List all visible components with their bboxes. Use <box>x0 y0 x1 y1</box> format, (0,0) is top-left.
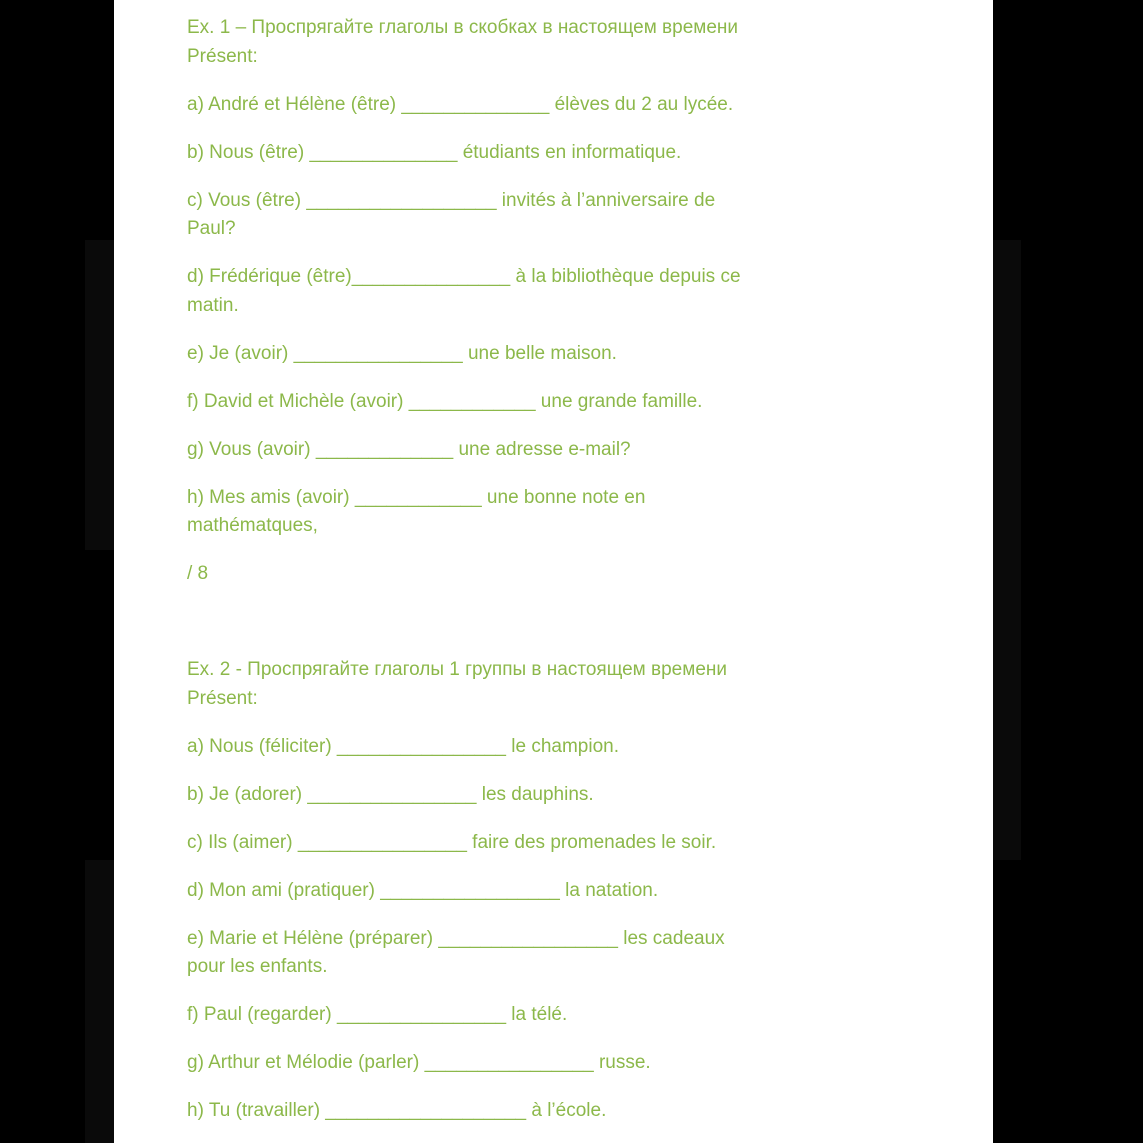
exercise-1-score: / 8 <box>187 563 209 584</box>
exercise-1-item-h: h) Mes amis (avoir) ____________ une bonne note en <box>187 486 646 508</box>
exercise-1-item-e: e) Je (avoir) ________________ une belle maison. <box>187 342 617 364</box>
exercise-2-item-e: e) Marie et Hélène (préparer) _________________ les cadeaux <box>187 927 725 949</box>
exercise-1-subtitle: Présent: <box>187 45 258 67</box>
background-right-block <box>993 240 1021 860</box>
exercise-2-item-d: d) Mon ami (pratiquer) _________________ la natation. <box>187 879 659 901</box>
exercise-2-item-h: h) Tu (travailler) ___________________ à l’école. <box>187 1100 607 1121</box>
background-left-lower-block <box>85 860 115 1143</box>
exercise-2-item-c: c) Ils (aimer) ________________ faire des promenades le soir. <box>187 831 717 853</box>
background-left-block <box>85 240 115 550</box>
worksheet-page <box>114 0 993 1143</box>
exercise-1-item-d-cont: matin. <box>187 294 239 316</box>
exercise-2 <box>187 656 807 1126</box>
exercise-1-item-c-cont: Paul? <box>187 218 236 239</box>
exercise-2-item-g: g) Arthur et Mélodie (parler) ________________ russe. <box>187 1052 651 1073</box>
exercise-2-title: Ex. 2 - Проспрягайте глаголы 1 группы в настоящем времени <box>187 659 727 680</box>
exercise-2-subtitle: Présent: <box>187 687 258 709</box>
worksheet-content <box>187 14 807 1126</box>
exercise-1-item-b: b) Nous (être) ______________ étudiants en informatique. <box>187 141 682 163</box>
exercise-2-item-b: b) Je (adorer) ________________ les dauphins. <box>187 783 594 805</box>
exercise-1-item-c: c) Vous (être) __________________ invités à l’anniversaire de <box>187 189 716 211</box>
exercise-1-item-f: f) David et Michèle (avoir) ____________ une grande famille. <box>187 390 703 412</box>
exercise-1 <box>187 14 807 589</box>
exercise-2-item-f: f) Paul (regarder) ________________ la télé. <box>187 1004 568 1025</box>
exercise-1-item-h-cont: mathématques, <box>187 515 318 536</box>
exercise-1-item-a: a) André et Hélène (être) ______________ élèves du 2 au lycée. <box>187 93 734 115</box>
exercise-2-item-e-cont: pour les enfants. <box>187 956 328 977</box>
exercise-1-item-g: g) Vous (avoir) _____________ une adresse e-mail? <box>187 438 631 460</box>
exercise-2-item-a: a) Nous (féliciter) ________________ le champion. <box>187 735 619 757</box>
exercise-1-title: Ex. 1 – Проспрягайте глаголы в скобках в настоящем времени <box>187 17 739 38</box>
exercise-1-item-d: d) Frédérique (être)_______________ à la bibliothèque depuis ce <box>187 266 741 287</box>
